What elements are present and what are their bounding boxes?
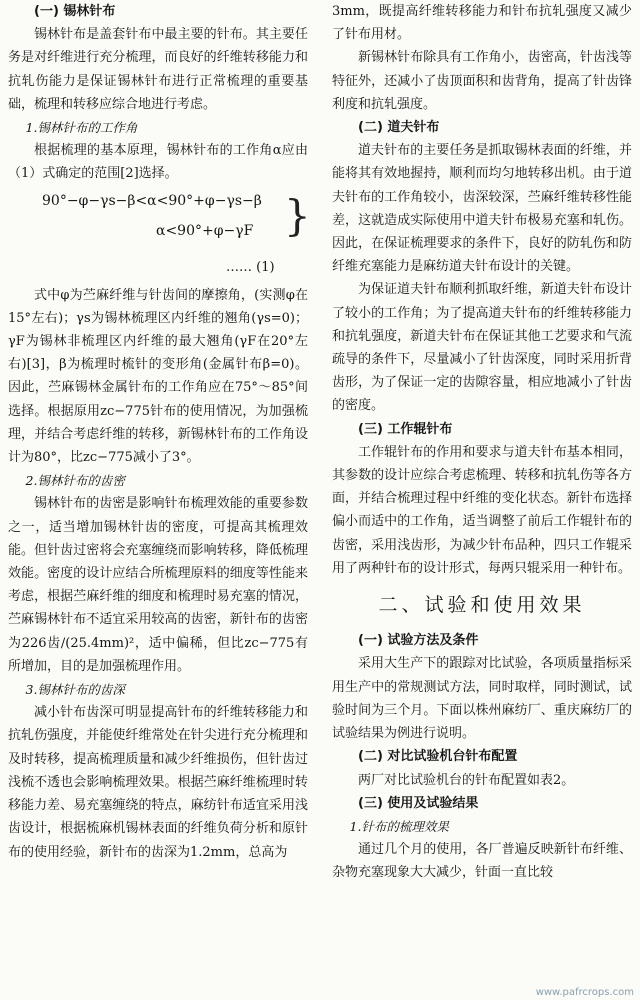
section-title-cylinder-wire: (一) 锡林针布 [34, 4, 116, 19]
section-title-doffer-wire: (二) 道夫针布 [358, 120, 440, 136]
left-column [8, 0, 311, 864]
paragraph: 式中φ为苎麻纤维与针齿间的摩擦角，(实测φ在15°左右)；γs为锡林梳理区内纤维的翘角(γs=0)；γF为锡林非梳理区内纤维的最大翘角(γF在20°左右)[3]，β为梳理时梳针的变形角(金属针布β=0)。因此，苎麻锡林金属针布的工作角应在75°～85°间选择。根据原用zc−775针布的使用情况，为加强梳理，并结合考虑纤维的转移，新锡林针布的工作角设计为80°，比zc−775减小了3°。 [8, 287, 308, 466]
chapter-title: 二、试验和使用效果 [378, 594, 586, 617]
paragraph: 采用大生产下的跟踪对比试验，各项质量指标采用生产中的常规测试方法，同时取样，同时测试，试验时间为三个月。下面以株州麻纺厂、重庆麻纺厂的试验结果为例进行说明。 [332, 656, 632, 742]
subsection-tooth-density: 2.锡林针布的齿密 [25, 473, 125, 489]
column-gutter [319, 0, 320, 1000]
paragraph: 3mm，既提高纤维转移能力和针布抗轧强度又减少了针布用材。 [332, 4, 632, 43]
equation-line-2: α<90°+φ−γF [156, 222, 254, 239]
paragraph: 锡林针布是盖套针布中最主要的针布。其主要任务是对纤维进行充分梳理，而良好的纤维转移能力和抗轧伤能力是保证锡林针布进行正常梳理的重要基础，梳理和转移应综合地进行考虑。 [8, 27, 308, 112]
section-title-test-method: (一) 试验方法及条件 [358, 633, 479, 649]
subsection-working-angle: 1.锡林针布的工作角 [25, 120, 138, 136]
equation-1 [8, 186, 311, 284]
equation-brace: } [284, 190, 311, 240]
subsection-tooth-depth: 3.锡林针布的齿深 [25, 682, 125, 698]
section-title-worker-wire: (三) 工作辊针布 [358, 421, 453, 437]
paragraph: 两厂对比试验机台的针布配置如表2。 [358, 772, 575, 788]
equation-number: …… (1) [226, 259, 275, 275]
right-column [332, 0, 632, 885]
watermark: www.pafrcrops.com [535, 987, 634, 998]
section-title-machine-config: (二) 对比试验机台针布配置 [358, 749, 518, 765]
paragraph: 为保证道夫针布顺利抓取纤维，新道夫针布设计了较小的工作角；为了提高道夫针布的纤维转移能力和抗轧强度，新道夫针布在保证其他工艺要求和气流疏导的条件下，尽量减小了针齿深度，同时采用折背齿形，为了保证一定的齿隙容量，相应地减小了针齿的密度。 [332, 282, 632, 414]
paragraph: 通过几个月的使用，各厂普遍反映新针布纤维、杂物充塞现象大大减少，针面一直比较 [332, 842, 632, 881]
paragraph: 减小针布齿深可明显提高针布的纤维转移能力和抗轧伤强度，并能使纤维常处在针尖进行充分梳理和及时转移，提高梳理质量和减少纤维损伤，但针齿过浅梳不透也会影响梳理效果。根据苎麻纤维梳理时转移能力差、易充塞缠绕的特点，麻纺针布适宜采用浅齿设计，根据梳麻机锡林表面的纤维负荷分析和原针布的使用经验，新针布的齿深为1.2mm，总高为 [8, 705, 308, 860]
subsection-carding-effect: 1.针布的梳理效果 [349, 818, 449, 834]
paragraph: 根据梳理的基本原理，锡林针布的工作角α应由（1）式确定的范围[2]选择。 [8, 143, 308, 182]
paragraph: 道夫针布的主要任务是抓取锡林表面的纤维，并能将其有效地握持，顺利而均匀地转移出机。由于道夫针布的工作角较小，齿深较深，苎麻纤维转移性能差，这就造成实际使用中道夫针布极易充塞和轧伤。因此，在保证梳理要求的条件下，良好的防轧伤和防纤维充塞能力是麻纺道夫针布设计的关键。 [332, 143, 632, 275]
paragraph: 新锡林针布除具有工作角小，齿密高，针齿浅等特征外，还减小了齿顶面积和齿背角，提高了针齿锋利度和抗轧强度。 [332, 50, 632, 112]
section-title-results: (三) 使用及试验结果 [358, 795, 479, 811]
equation-line-1: 90°−φ−γs−β<α<90°+φ−γs−β [42, 192, 262, 209]
paragraph: 工作辊针布的作用和要求与道夫针布基本相同，其参数的设计应综合考虑梳理、转移和抗轧伤等各方面，并结合梳理过程中纤维的变化状态。新针布选择偏小而适中的工作角，适当调整了前后工作辊针布的齿密，采用浅齿形，为减少针布品种，四只工作辊采用了两种针布的设计形式，每两只辊采用一种针布。 [332, 444, 632, 576]
paragraph: 锡林针布的齿密是影响针布梳理效能的重要参数之一，适当增加锡林针齿的密度，可提高其梳理效能。但针齿过密将会充塞缠绕而影响转移，降低梳理效能。密度的设计应结合所梳理原料的细度等性能来考虑，根据苎麻纤维的细度和梳理时易充塞的情况，苎麻锡林针布不适宜采用较高的齿密，新针布的齿密为226齿/(25.4mm)²，适中偏稀，但比zc−775有所增加，目的是加强梳理作用。 [8, 496, 308, 674]
